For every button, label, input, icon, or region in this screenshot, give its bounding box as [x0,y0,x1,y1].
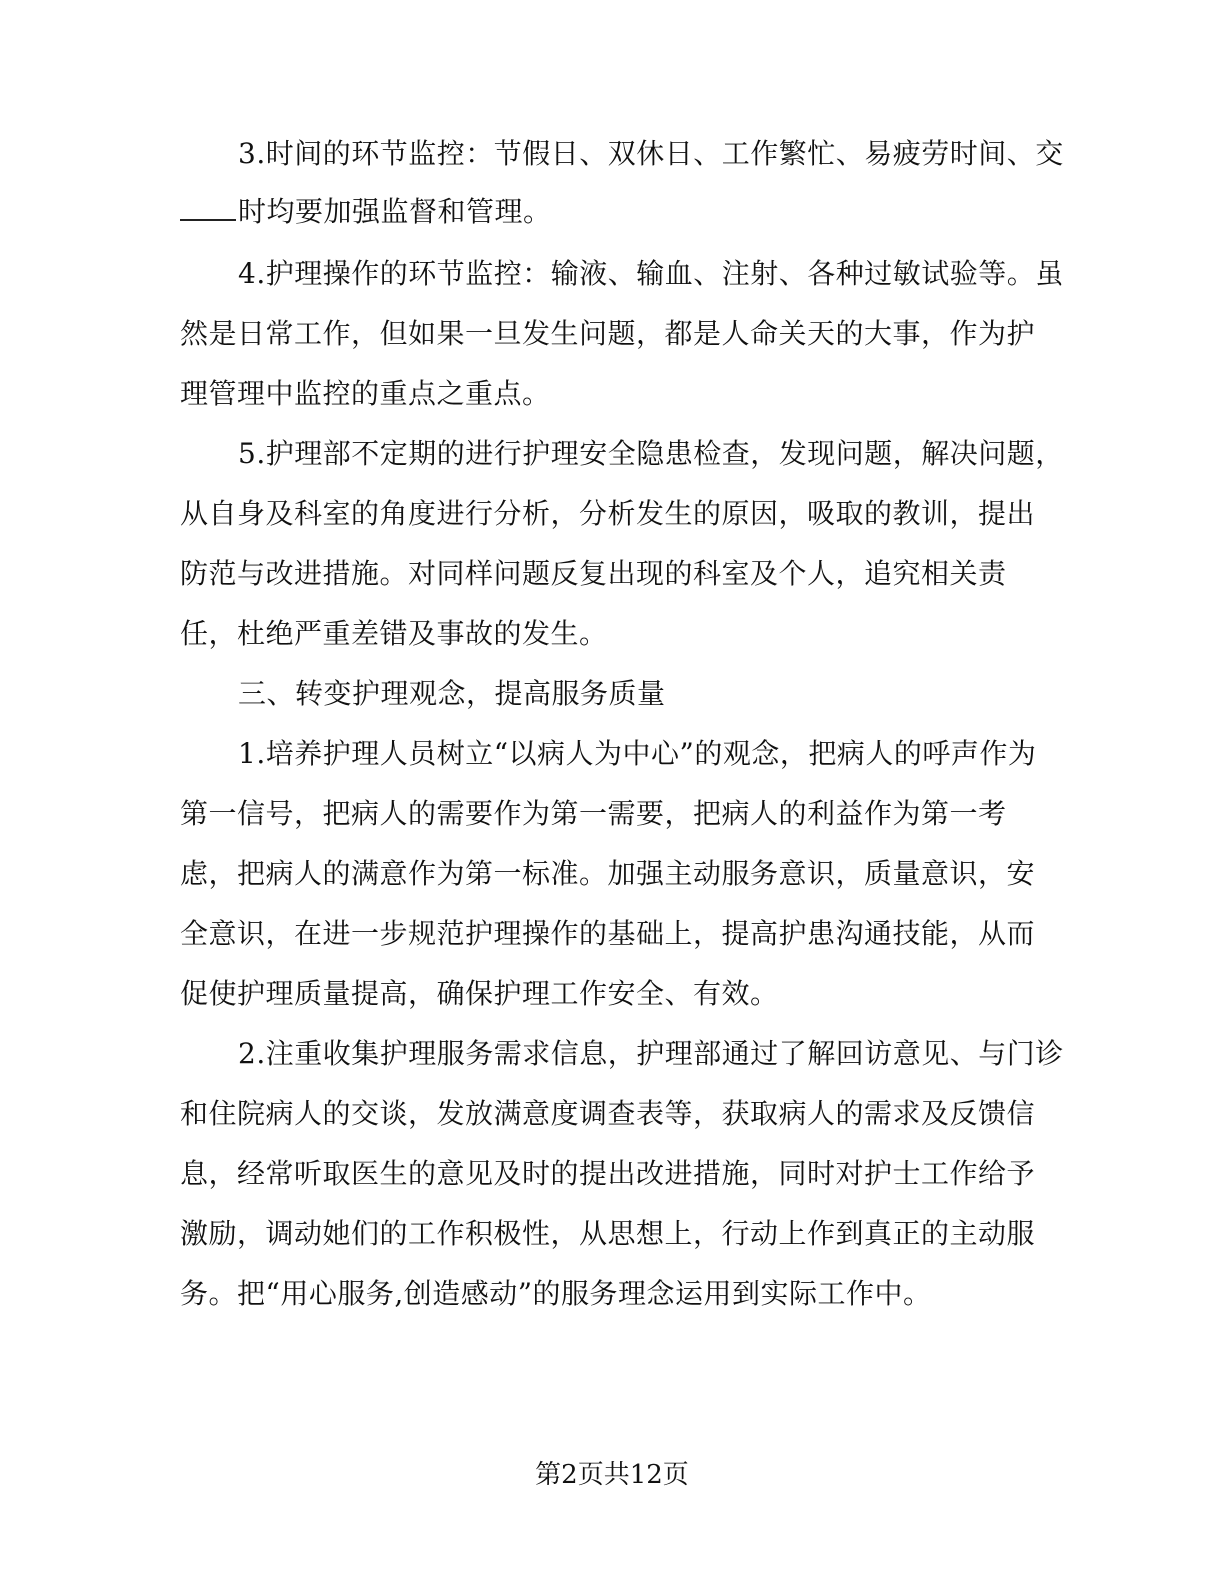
paragraph-line: 息，经常听取医生的意见及时的提出改进措施，同时对护士工作给予 [180,1157,1036,1190]
fill-in-blank [180,197,236,221]
paragraph-line: 1.培养护理人员树立“以病人为中心”的观念，把病人的呼声作为 [238,737,1037,770]
paragraph-line: 4.护理操作的环节监控：输液、输血、注射、各种过敏试验等。虽 [238,257,1064,290]
paragraph-line: 5.护理部不定期的进行护理安全隐患检查，发现问题，解决问题， [238,437,1064,470]
paragraph-line: 促使护理质量提高，确保护理工作安全、有效。 [180,977,779,1010]
paragraph-line: 3.时间的环节监控：节假日、双休日、工作繁忙、易疲劳时间、交 [238,137,1064,170]
paragraph-line: 理管理中监控的重点之重点。 [180,377,551,410]
paragraph-line: 激励，调动她们的工作积极性，从思想上，行动上作到真正的主动服 [180,1217,1036,1250]
paragraph-line: 然是日常工作，但如果一旦发生问题，都是人命关天的大事，作为护 [180,317,1036,350]
paragraph-line: 虑，把病人的满意作为第一标准。加强主动服务意识，质量意识，安 [180,857,1036,890]
paragraph-line: 务。把“用心服务,创造感动”的服务理念运用到实际工作中。 [180,1277,932,1310]
paragraph-line: 防范与改进措施。对同样问题反复出现的科室及个人，追究相关责 [180,557,1007,590]
section-heading: 三、转变护理观念，提高服务质量 [238,677,666,710]
page-number: 第2页共12页 [535,1460,689,1490]
paragraph-line: 第一信号，把病人的需要作为第一需要，把病人的利益作为第一考 [180,797,1007,830]
paragraph-line: 全意识，在进一步规范护理操作的基础上，提高护患沟通技能，从而 [180,917,1036,950]
paragraph-line-text: 时均要加强监督和管理。 [238,195,552,228]
paragraph-line: 任，杜绝严重差错及事故的发生。 [180,617,608,650]
paragraph-line: 和住院病人的交谈，发放满意度调查表等，获取病人的需求及反馈信 [180,1097,1036,1130]
paragraph-line [180,194,552,230]
paragraph-line: 从自身及科室的角度进行分析，分析发生的原因，吸取的教训，提出 [180,497,1036,530]
paragraph-line: 2.注重收集护理服务需求信息，护理部通过了解回访意见、与门诊 [238,1037,1064,1070]
